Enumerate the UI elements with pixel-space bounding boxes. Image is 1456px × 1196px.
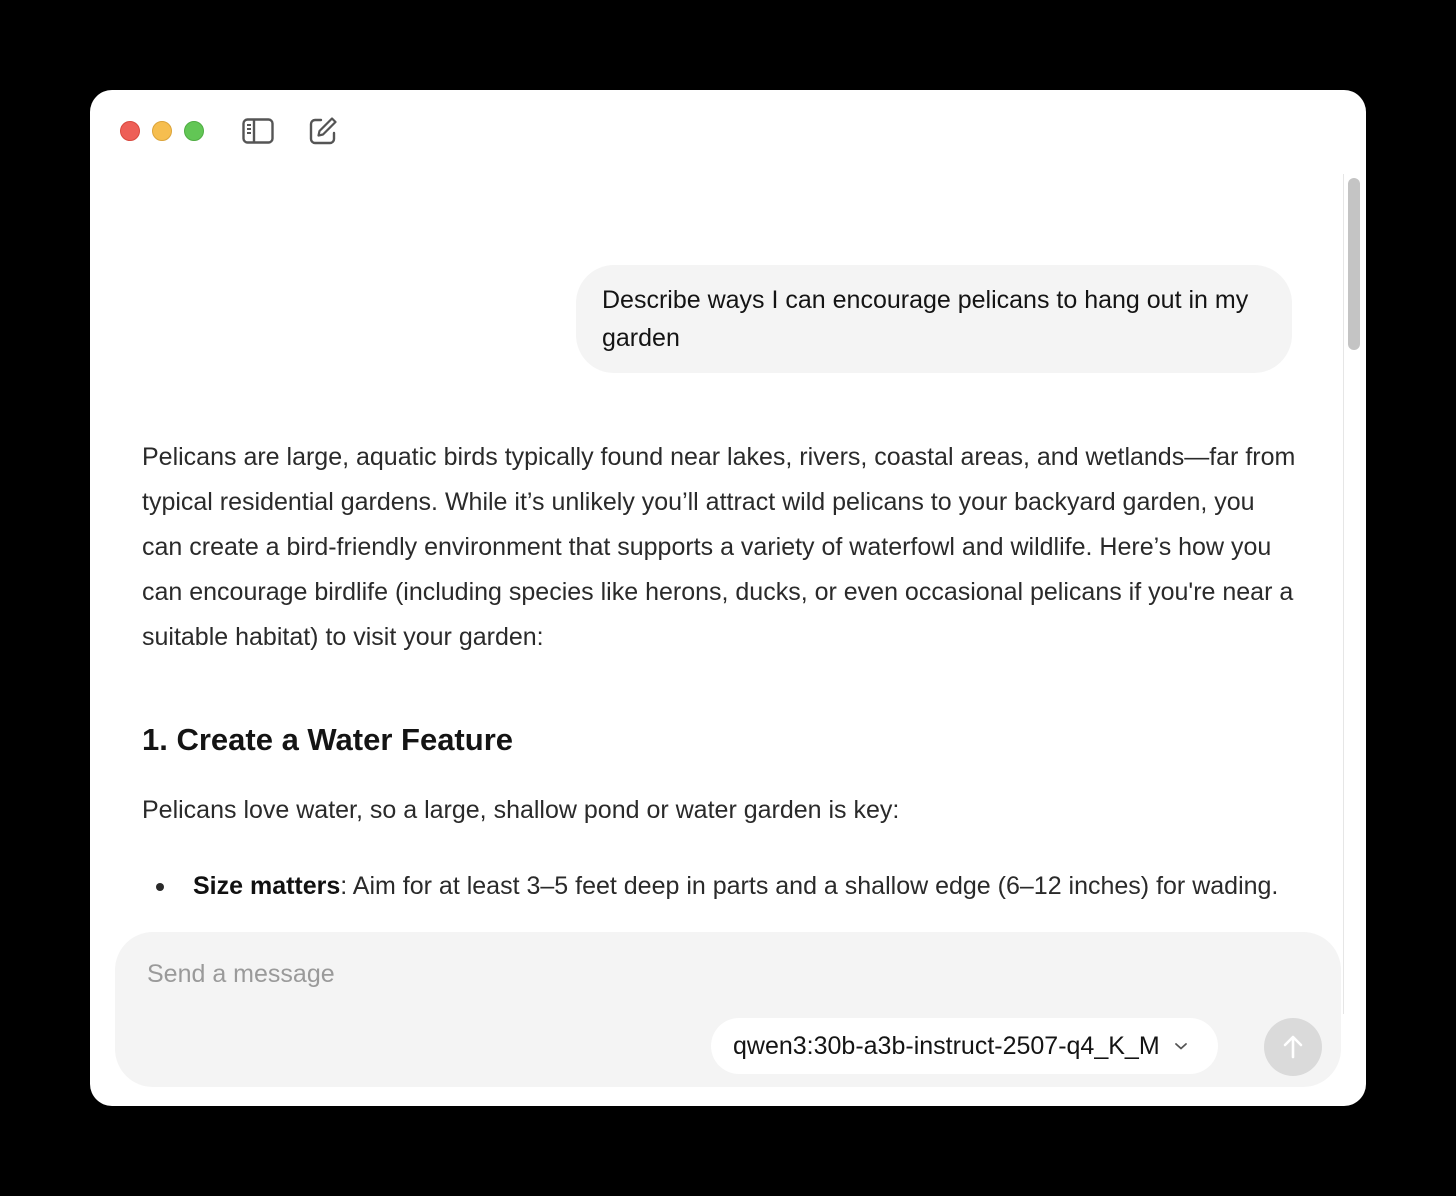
close-window-button[interactable]	[120, 121, 140, 141]
arrow-up-icon	[1281, 1034, 1305, 1060]
user-message-bubble	[576, 265, 1292, 373]
chat-transcript[interactable]	[90, 170, 1342, 1020]
model-selector[interactable]	[711, 1018, 1218, 1074]
bullet-bold-label: Size matters	[193, 872, 341, 900]
model-name: qwen3:30b-a3b-instruct-2507-q4_K_M	[733, 1031, 1160, 1060]
section-paragraph: Pelicans love water, so a large, shallow pond or water garden is key:	[142, 796, 900, 824]
sidebar-toggle-icon[interactable]	[241, 116, 275, 146]
app-window	[90, 90, 1366, 1106]
assistant-response	[142, 435, 1297, 978]
scrollbar-track	[1343, 174, 1344, 1014]
bullet-text: : Aim for at least 3–5 feet deep in parts and a shallow edge (6–12 inches) for wading.	[340, 872, 1279, 900]
maximize-window-button[interactable]	[184, 121, 204, 141]
new-chat-icon[interactable]	[306, 116, 340, 146]
send-button[interactable]	[1264, 1018, 1322, 1076]
chevron-down-icon	[1174, 1041, 1188, 1051]
message-composer[interactable]	[115, 932, 1341, 1087]
bullet-dot-icon	[156, 883, 164, 891]
assistant-intro-paragraph: Pelicans are large, aquatic birds typically found near lakes, rivers, coastal areas, and wetlands—far from typical residential gardens. While it’s unlikely you’ll attract wild pelicans to your backyard garden, you can create a bird-friendly environment that supports a variety of waterfowl and wildlife. Here’s how you can encourage birdlife (including species like herons, ducks, or even occasional pelicans if you're near a suitable habitat) to visit your garden:	[142, 443, 1296, 651]
scrollbar-thumb[interactable]	[1348, 178, 1360, 350]
user-message-text: Describe ways I can encourage pelicans to hang out in my garden	[602, 286, 1249, 352]
message-input[interactable]: Send a message	[147, 960, 335, 988]
title-bar	[90, 90, 1366, 170]
list-item	[142, 864, 1297, 909]
minimize-window-button[interactable]	[152, 121, 172, 141]
section-heading: 1. Create a Water Feature	[142, 722, 514, 757]
